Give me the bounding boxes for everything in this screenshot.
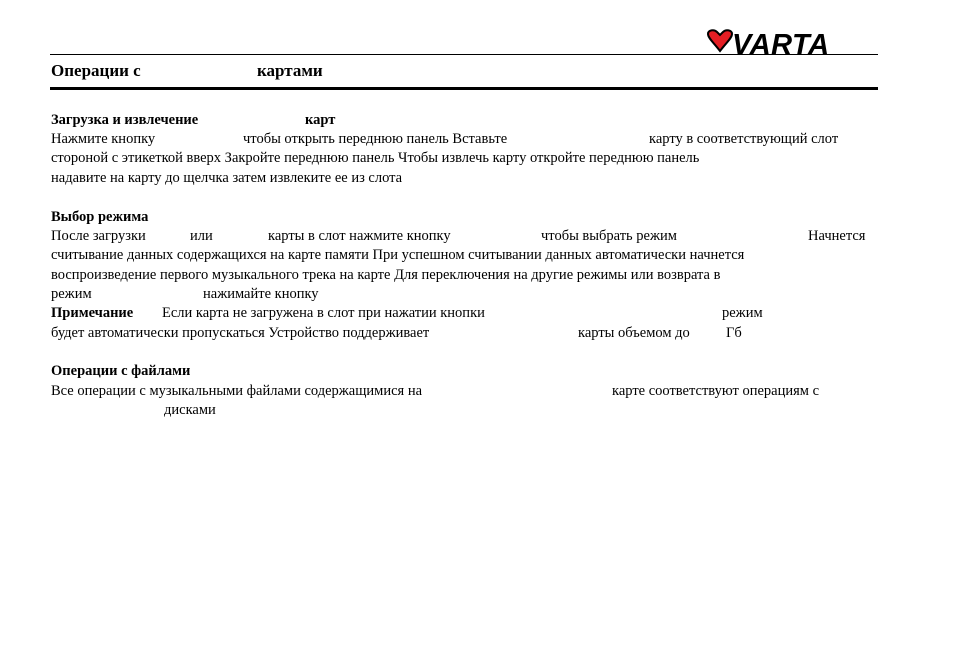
section2-line1-d: чтобы выбрать режим — [541, 228, 677, 244]
note-text-b: режим — [722, 305, 763, 321]
section1-line2: стороной с этикеткой вверх Закройте переднюю панель Чтобы извлечь карту откройте переднюю панель — [51, 150, 700, 166]
section2-line2: считывание данных содержащихся на карте памяти При успешном считывании данных автоматически начнется — [51, 247, 745, 263]
section2-line6-c: Гб — [726, 325, 742, 341]
note-label: Примечание — [51, 305, 134, 321]
page-title — [51, 61, 323, 81]
section2-line1-e: Начнется — [808, 228, 866, 244]
header-rule-bottom — [50, 87, 878, 90]
section3-line1-a: Все операции с музыкальными файлами содержащимися на — [51, 383, 423, 399]
section3-line1-b: карте соответствуют операциям с — [612, 383, 820, 399]
section3-heading: Операции с файлами — [51, 363, 191, 379]
section2-line1-a: После загрузки — [51, 228, 146, 244]
section2-line6-a: будет автоматически пропускаться Устройство поддерживает — [51, 325, 430, 341]
page-title-part1: Операции с — [51, 61, 141, 80]
section2-line1-c: карты в слот нажмите кнопку — [268, 228, 451, 244]
section2-line4-a: режим — [51, 286, 92, 302]
header-rule-top — [50, 54, 878, 55]
section2-line3: воспроизведение первого музыкального трека на карте Для переключения на другие режимы или возврата в — [51, 267, 721, 283]
page-title-part2: картами — [257, 61, 323, 80]
note-text-a: Если карта не загружена в слот при нажатии кнопки — [162, 305, 485, 321]
section1-heading-a: Загрузка и извлечение — [51, 112, 199, 128]
section2-line1-b: или — [190, 228, 213, 244]
section1-line1-a: Нажмите кнопку — [51, 131, 156, 147]
section2-line6-b: карты объемом до — [578, 325, 690, 341]
svg-text:VARTA: VARTA — [732, 29, 830, 58]
section1-heading-b: карт — [305, 112, 336, 128]
section2-heading: Выбор режима — [51, 209, 149, 225]
section1-line1-b: чтобы открыть переднюю панель Вставьте — [243, 131, 508, 147]
section2-line4-b: нажимайте кнопку — [203, 286, 319, 302]
section3-line2: дисками — [164, 402, 216, 418]
section1-line1-c: карту в соответствующий слот — [649, 131, 839, 147]
section1-line3: надавите на карту до щелчка затем извлеките ее из слота — [51, 170, 403, 186]
